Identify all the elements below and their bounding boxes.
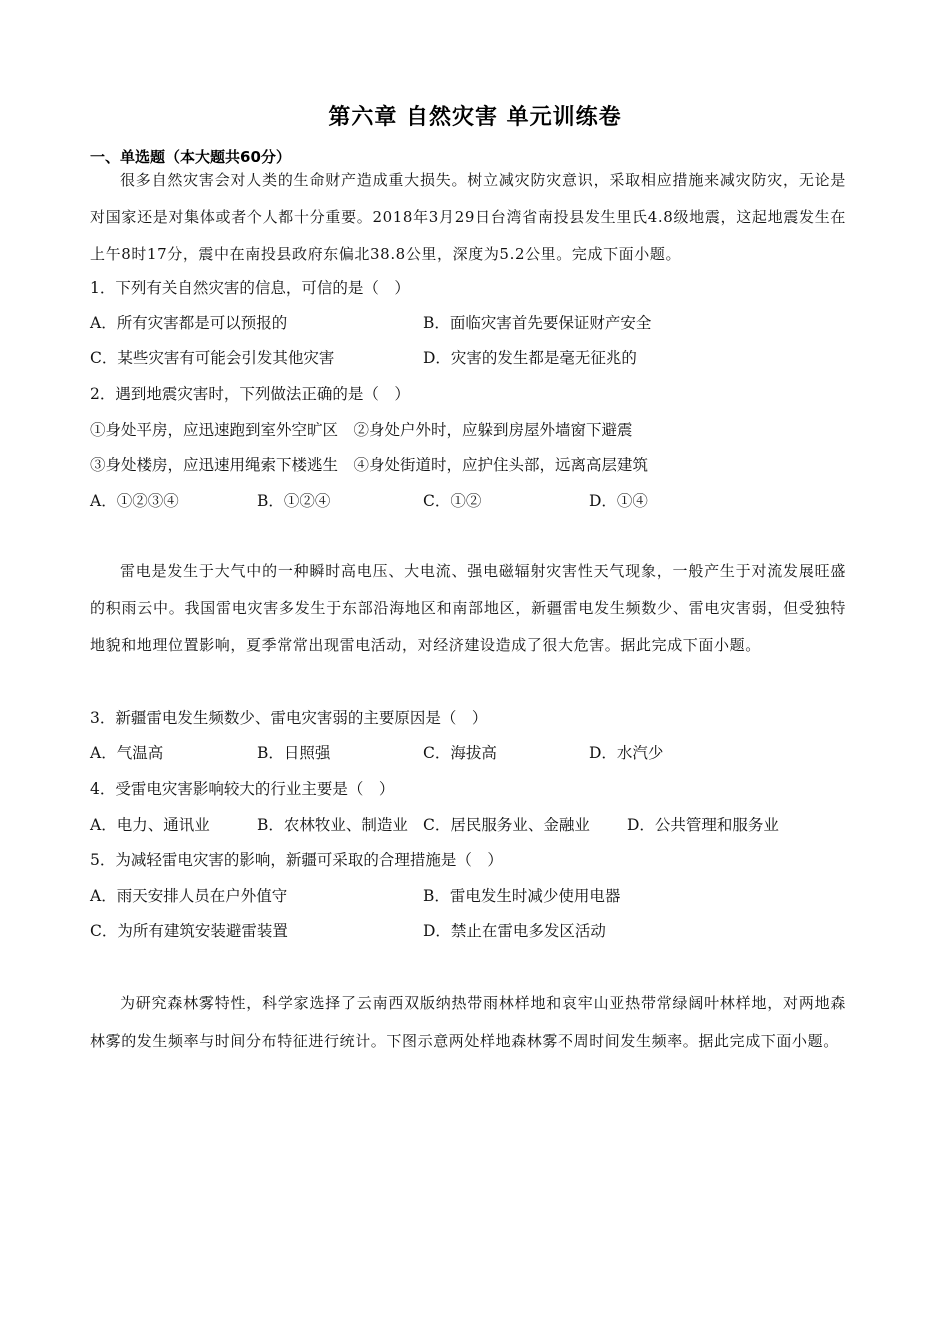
passage-forest-fog: 为研究森林雾特性，科学家选择了云南西双版纳热带雨林样地和哀牢山亚热带常绿阔叶林样地，对两地森林雾的发生频率与时间分布特征进行统计。下图示意两处样地森林雾不周时间发生频率。据此完成下面小题。 [90,994,846,1050]
question-4-option-c[interactable]: C．居民服务业、金融业 [423,816,590,834]
page-title: 第六章 自然灾害 单元训练卷 [328,105,622,130]
question-2-option-b[interactable]: B．①②④ [257,492,331,510]
question-1-option-b[interactable]: B．面临灾害首先要保证财产安全 [423,314,652,332]
question-3-stem: 3．新疆雷电发生频数少、雷电灾害弱的主要原因是（ ） [90,709,488,727]
question-1-option-a[interactable]: A．所有灾害都是可以预报的 [90,314,288,332]
question-2-statement-line-1: ①身处平房，应迅速跑到室外空旷区 ②身处户外时，应躲到房屋外墙窗下避震 [90,421,633,439]
passage-earthquake: 很多自然灾害会对人类的生命财产造成重大损失。树立减灾防灾意识，采取相应措施来减灾防灾，无论是对国家还是对集体或者个人都十分重要。2018年3月29日台湾省南投县发生里氏4.8级地震，这起地震发生在上午8时17分，震中在南投县政府东偏北38.8公里，深度为5.2公里。完成下面小题。 [90,171,846,263]
question-3-option-b[interactable]: B．日照强 [257,744,331,762]
question-1-option-c[interactable]: C．某些灾害有可能会引发其他灾害 [90,349,335,367]
question-5-option-b[interactable]: B．雷电发生时减少使用电器 [423,887,621,905]
question-2-statement-line-2: ③身处楼房，应迅速用绳索下楼逃生 ④身处街道时，应护住头部，远离高层建筑 [90,456,649,474]
question-5-option-a[interactable]: A．雨天安排人员在户外值守 [90,887,288,905]
question-1-option-d[interactable]: D．灾害的发生都是毫无征兆的 [423,349,637,367]
question-5-stem: 5．为减轻雷电灾害的影响，新疆可采取的合理措施是（ ） [90,851,503,869]
question-3-option-c[interactable]: C．海拔高 [423,744,497,762]
question-4-option-d[interactable]: D．公共管理和服务业 [627,816,779,834]
question-2-option-c[interactable]: C．①② [423,492,482,510]
question-2-stem: 2．遇到地震灾害时，下列做法正确的是（ ） [90,385,410,403]
question-1-stem: 1．下列有关自然灾害的信息，可信的是（ ） [90,279,410,297]
section-heading: 一、单选题（本大题共60分） [90,148,291,166]
question-5-option-d[interactable]: D．禁止在雷电多发区活动 [423,922,606,940]
question-5-option-c[interactable]: C．为所有建筑安装避雷装置 [90,922,288,940]
question-3-option-d[interactable]: D．水汽少 [589,744,664,762]
question-2-option-d[interactable]: D．①④ [589,492,648,510]
question-4-option-a[interactable]: A．电力、通讯业 [90,816,210,834]
question-4-stem: 4．受雷电灾害影响较大的行业主要是（ ） [90,780,395,798]
question-4-option-b[interactable]: B．农林牧业、制造业 [257,816,408,834]
question-2-option-a[interactable]: A．①②③④ [90,492,179,510]
question-3-option-a[interactable]: A．气温高 [90,744,164,762]
passage-lightning: 雷电是发生于大气中的一种瞬时高电压、大电流、强电磁辐射灾害性天气现象，一般产生于对流发展旺盛的积雨云中。我国雷电灾害多发生于东部沿海地区和南部地区，新疆雷电发生频数少、雷电灾害弱，但受独特地貌和地理位置影响，夏季常常出现雷电活动，对经济建设造成了很大危害。据此完成下面小题。 [90,562,846,654]
